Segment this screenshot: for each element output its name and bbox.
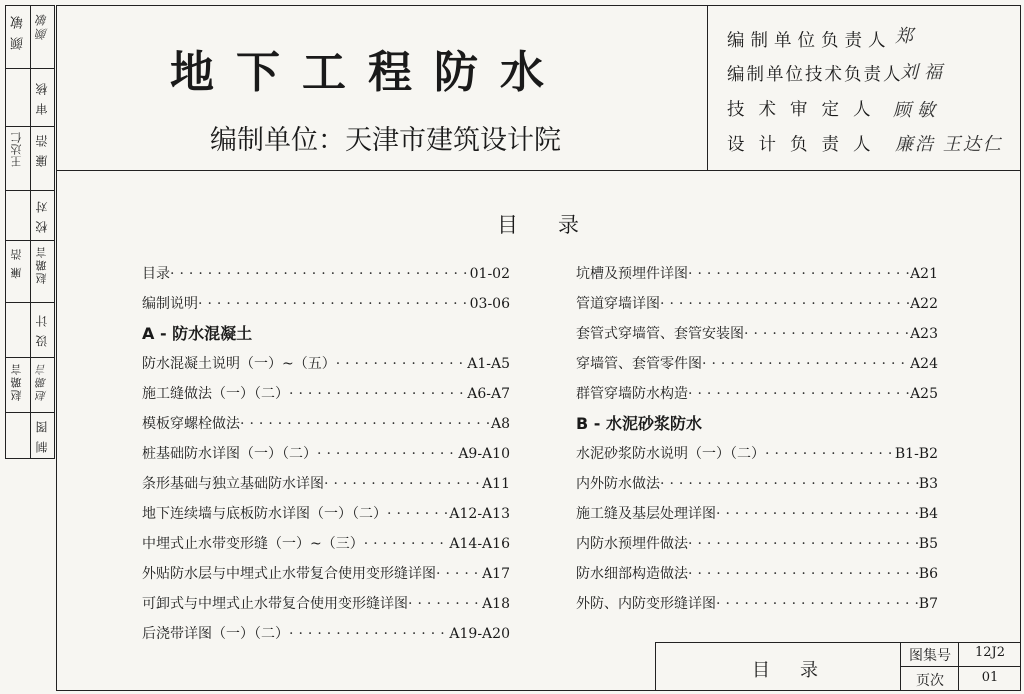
strip-signature-review: 颜敏 [35, 12, 49, 40]
toc-leader-dots [289, 626, 449, 642]
toc-entry-page: A8 [490, 416, 510, 432]
page-number-label: 页次 [916, 673, 944, 689]
titleblock-name: 目录 [752, 660, 848, 681]
toc-entry[interactable] [576, 383, 938, 403]
atlas-number-value: 12J2 [974, 645, 1006, 660]
toc-entry-title: 管道穿墙详图 [576, 296, 660, 312]
toc-leader-dots [716, 596, 919, 612]
toc-leader-dots [688, 386, 910, 402]
responsible-signature: 刘福 [900, 62, 948, 83]
strip-signature-designer: 赵璐言 [35, 362, 48, 401]
toc-leader-dots [702, 356, 910, 372]
strip-cell-designer [6, 358, 54, 413]
toc-entry[interactable] [576, 593, 938, 613]
compiling-unit: 编制单位：天津市建筑设计院 [210, 125, 561, 156]
toc-entry[interactable] [576, 563, 938, 583]
toc-leader-dots [660, 296, 910, 312]
toc-entry-title: 内外防水做法 [576, 476, 660, 492]
strip-name-proofer: 廉 浩 [10, 247, 23, 279]
titleblock-hline [900, 666, 1021, 667]
strip-cell-proofer [6, 241, 54, 303]
toc-leader-dots [336, 356, 468, 372]
toc-entry[interactable] [142, 623, 510, 643]
toc-entry-page: A25 [910, 386, 938, 402]
toc-leader-dots [436, 566, 482, 582]
toc-entry[interactable] [142, 293, 510, 313]
toc-entry-page: A9-A10 [458, 446, 510, 462]
toc-entry-page: 01-02 [469, 266, 510, 282]
toc-entry-page: A18 [482, 596, 510, 612]
toc-leader-dots [744, 326, 910, 342]
toc-entry-title: 目录 [142, 266, 170, 282]
strip-label-check: 审 核 [35, 81, 49, 115]
strip-cell-review [6, 6, 54, 69]
atlas-number-label: 图集号 [909, 648, 951, 664]
strip-label-draw: 制 图 [35, 419, 49, 453]
toc-entry-page: B5 [918, 536, 938, 552]
toc-entry-title: 后浇带详图（一）（二） [142, 626, 289, 642]
toc-entry-page: B7 [918, 596, 938, 612]
toc-entry-title: 坑槽及预埋件详图 [576, 266, 688, 282]
toc-entry[interactable] [142, 473, 510, 493]
toc-entry-page: A1-A5 [467, 356, 510, 372]
responsible-row-4 [727, 131, 885, 156]
toc-leader-dots [170, 266, 470, 282]
toc-entry-title: 施工缝做法（一）（二） [142, 386, 289, 402]
strip-name-reviewer2: 廉 浩 [35, 133, 49, 167]
responsible-row-3 [727, 96, 885, 121]
toc-leader-dots [716, 506, 919, 522]
toc-entry[interactable] [576, 473, 938, 493]
header-divider [56, 170, 1021, 171]
toc-entry[interactable] [142, 563, 510, 583]
toc-entry-title: 穿墙管、套管零件图 [576, 356, 702, 372]
toc-leader-dots [324, 476, 482, 492]
toc-entry[interactable] [142, 353, 510, 373]
toc-leader-dots [688, 266, 910, 282]
toc-entry-title: 桩基础防水详图（一）（二） [142, 446, 317, 462]
toc-entry-page: A23 [910, 326, 938, 342]
responsible-row-2 [727, 61, 903, 86]
toc-entry-page: A24 [910, 356, 938, 372]
responsible-signature: 廉浩 王达仁 [895, 134, 1003, 155]
toc-entry-page: A12-A13 [449, 506, 510, 522]
toc-entry-page: A6-A7 [467, 386, 510, 402]
toc-entry[interactable] [142, 413, 510, 433]
toc-entry[interactable] [576, 503, 938, 523]
toc-leader-dots [765, 446, 895, 462]
toc-entry-page: A19-A20 [449, 626, 510, 642]
responsible-signature: 顾敏 [893, 100, 941, 121]
toc-entry[interactable] [142, 533, 510, 553]
strip-name-reviewer: 王达仁 [10, 131, 23, 167]
toc-section-heading: A - 防水混凝土 [142, 324, 253, 343]
toc-entry[interactable] [576, 293, 938, 313]
toc-leader-dots [688, 536, 919, 552]
toc-entry-page: A21 [910, 266, 938, 282]
toc-entry-page: A22 [910, 296, 938, 312]
atlas-title: 地下工程防水 [170, 47, 566, 98]
toc-entry-title: 外贴防水层与中埋式止水带复合使用变形缝详图 [142, 566, 436, 582]
toc-entry-title: 地下连续墙与底板防水详图（一）（二） [142, 506, 387, 522]
strip-cell-proof [6, 191, 54, 241]
toc-leader-dots [240, 416, 491, 432]
toc-entry-title: 外防、内防变形缝详图 [576, 596, 716, 612]
toc-leader-dots [317, 446, 458, 462]
strip-cell-draw [6, 413, 54, 458]
responsible-signature: 郑 [895, 26, 919, 47]
responsible-role: 编制单位技术负责人 [727, 65, 903, 85]
toc-entry[interactable] [576, 263, 938, 283]
toc-entry-title: 编制说明 [142, 296, 198, 312]
toc-entry-title: 中埋式止水带变形缝（一）~（三） [142, 536, 364, 552]
toc-entry-title: 条形基础与独立基础防水详图 [142, 476, 324, 492]
toc-leader-dots [660, 476, 919, 492]
toc-leader-dots [364, 536, 450, 552]
toc-entry-title: 群管穿墙防水构造 [576, 386, 688, 402]
responsible-role: 设计负责人 [727, 135, 885, 155]
toc-entry-page: A17 [482, 566, 510, 582]
signature-strip [5, 5, 55, 459]
strip-name-proofer2: 赵璐言 [35, 245, 48, 284]
toc-entry[interactable] [142, 383, 510, 403]
toc-entry-page: 03-06 [469, 296, 510, 312]
toc-heading: 目录 [497, 213, 619, 237]
toc-entry-title: 内防水预埋件做法 [576, 536, 688, 552]
toc-entry-page: B3 [918, 476, 938, 492]
responsible-role: 技术审定人 [727, 100, 885, 120]
titleblock-top [655, 642, 1021, 643]
toc-entry-title: 施工缝及基层处理详图 [576, 506, 716, 522]
toc-leader-dots [289, 386, 467, 402]
strip-cell-check [6, 69, 54, 127]
toc-entry-page: B1-B2 [894, 446, 938, 462]
page-number-value: 01 [981, 670, 999, 685]
toc-entry[interactable] [576, 443, 938, 463]
toc-entry[interactable] [576, 353, 938, 373]
strip-name-designer: 赵璐言 [10, 362, 23, 401]
header-vertical-divider [707, 5, 708, 171]
toc-entry-title: 防水细部构造做法 [576, 566, 688, 582]
responsible-row-1 [727, 27, 892, 52]
toc-section-heading: B - 水泥砂浆防水 [576, 414, 702, 433]
strip-cell-design [6, 303, 54, 358]
toc-leader-dots [387, 506, 449, 522]
responsible-role: 编制单位负责人 [727, 31, 892, 51]
toc-entry-title: 防水混凝土说明（一）~（五） [142, 356, 336, 372]
toc-leader-dots [198, 296, 470, 312]
strip-label-proof: 校 对 [35, 199, 49, 233]
toc-entry[interactable] [142, 443, 510, 463]
toc-entry[interactable] [142, 503, 510, 523]
strip-cell-reviewer [6, 127, 54, 191]
toc-entry-title: 模板穿螺栓做法 [142, 416, 240, 432]
strip-label-design: 设 计 [35, 313, 49, 347]
toc-entry-title: 可卸式与中埋式止水带复合使用变形缝详图 [142, 596, 408, 612]
toc-entry[interactable] [576, 533, 938, 553]
toc-entry[interactable] [142, 593, 510, 613]
toc-leader-dots [688, 566, 919, 582]
toc-entry-page: A11 [482, 476, 510, 492]
toc-leader-dots [408, 596, 482, 612]
toc-entry[interactable] [576, 323, 938, 343]
strip-label-review: 颜 敏 [11, 14, 26, 51]
toc-entry[interactable] [142, 263, 510, 283]
titleblock-left [655, 642, 656, 691]
toc-entry-title: 水泥砂浆防水说明（一）（二） [576, 446, 765, 462]
toc-entry-page: B4 [918, 506, 938, 522]
toc-entry-page: A14-A16 [449, 536, 510, 552]
toc-entry-title: 套管式穿墙管、套管安装图 [576, 326, 744, 342]
toc-entry-page: B6 [918, 566, 938, 582]
